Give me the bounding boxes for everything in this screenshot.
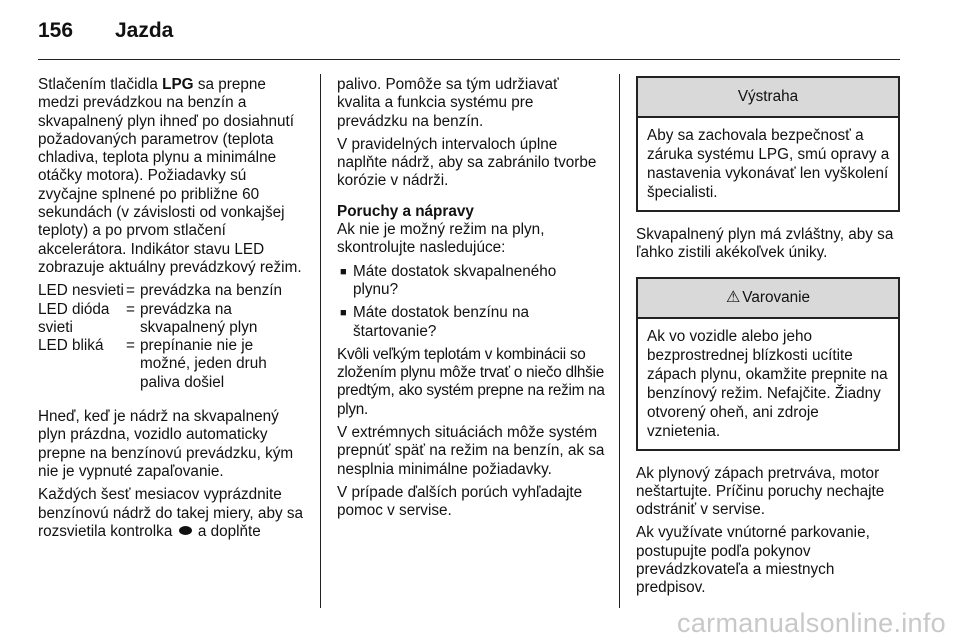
- led-state: LED nesvieti: [38, 282, 124, 300]
- led-state: LED bliká: [38, 337, 104, 355]
- lpg-button-label: LPG: [162, 76, 194, 93]
- watermark: carmanualsonline.info: [677, 608, 946, 638]
- persistent-smell-paragraph: Ak plynový zápach pretrváva, motor neštartujte. Príčinu poruchy nechajte odstrániť v servise.: [636, 464, 885, 519]
- page-number: 156: [38, 19, 74, 42]
- led-state: LED dióda svieti: [38, 300, 110, 336]
- fuel-indicator-dot-icon: [179, 526, 192, 535]
- bullet-square-icon: ■: [340, 265, 347, 278]
- bullet-square-icon: ■: [340, 307, 347, 320]
- led-row: LED dióda svieti = prevádzka na skvapalnený plyn: [38, 301, 306, 338]
- fuel-quality-paragraph: palivo. Pomôže sa tým udržiavať kvalita a funkcia systému pre prevádzku na benzín.: [337, 76, 559, 130]
- column-1: [38, 76, 306, 546]
- extreme-situations-paragraph: V extrémnych situáciách môže systém prepnúť späť na režim na benzín, ak sa nesplnia minimálne požiadavky.: [337, 424, 605, 478]
- column-divider-2: [619, 74, 620, 608]
- led-meaning: prepínanie nie je možné, jeden druh paliva došiel: [140, 337, 267, 391]
- list-item: ■ Máte dostatok benzínu na štartovanie?: [337, 304, 605, 341]
- led-status-table: [38, 282, 306, 392]
- warning-box: [636, 277, 900, 451]
- troubleshoot-intro: Ak nie je možný režim na plyn, skontrolujte nasledujúce:: [337, 221, 545, 257]
- chapter-title: Jazda: [115, 19, 174, 42]
- column-divider-1: [320, 74, 321, 608]
- warning-title: Varovanie: [742, 288, 811, 306]
- temperature-paragraph: Kvôli veľkým teplotám v kombinácii so zložením plynu môže trvať o niečo dlhšie predtým, ako systém prepne na režim na plyn.: [337, 345, 605, 418]
- tank-maintenance-paragraph: Každých šesť mesiacov vyprázdnite benzínovú nádrž do takej miery, aby sa rozsvietila kontrolka a doplňte: [38, 486, 304, 540]
- led-row: LED nesvieti = prevádzka na benzín: [38, 282, 306, 300]
- indoor-parking-paragraph: Ak využívate vnútorné parkovanie, postupujte podľa pokynov prevádzkovateľa a miestnych predpisov.: [636, 524, 870, 597]
- notice-title: Výstraha: [638, 78, 898, 118]
- led-meaning: prevádzka na benzín: [140, 282, 283, 300]
- gas-smell-paragraph: Skvapalnený plyn má zvláštny, aby sa ľahko zistili akékoľvek úniky.: [636, 226, 894, 262]
- notice-body: Aby sa zachovala bezpečnosť a záruka systému LPG, smú opravy a nastavenia vykonávať len vyškolení špecialisti.: [647, 127, 890, 201]
- led-meaning: prevádzka na skvapalnený plyn: [140, 300, 258, 336]
- header-rule: [38, 59, 900, 60]
- notice-box: [636, 76, 900, 212]
- list-item: ■ Máte dostatok skvapalneného plynu?: [337, 263, 605, 300]
- column-3: [636, 76, 900, 603]
- column-2: [337, 76, 605, 526]
- corrosion-paragraph: V pravidelných intervaloch úplne naplňte nádrž, aby sa zabránilo tvorbe korózie v nádrži.: [337, 135, 597, 190]
- section-heading: Poruchy a nápravy: [337, 202, 474, 220]
- empty-tank-paragraph: Hneď, keď je nádrž na skvapalnený plyn prázdna, vozidlo automaticky prepne na benzínovú prevádzku, kým nie je vypnuté zapaľovanie.: [38, 408, 294, 480]
- intro-paragraph: Stlačením tlačidla LPG sa prepne medzi prevádzkou na benzín a skvapalnený plyn ihneď po dosiahnutí požadovaných parametrov (teplota chladiva, teplota plynu a minimálne otáčky motora). Požiadavky sú zvyčajne splnené po približne 60 sekundách (v závislosti od vonkajšej teploty) a po prvom stlačení akcelerátora. Indikátor stavu LED zobrazuje aktuálny prevádzkový režim.: [38, 76, 302, 276]
- service-paragraph: V prípade ďalších porúch vyhľadajte pomoc v servise.: [337, 483, 583, 520]
- warning-triangle-icon: ⚠: [725, 288, 741, 306]
- warning-header: [638, 279, 898, 319]
- warning-body: Ak vo vozidle alebo jeho bezprostrednej blízkosti ucítite zápach plynu, okamžite prepnite na benzínový režim. Nefajčite. Žiadny otvorený oheň, ani zdroje vznietenia.: [647, 327, 888, 440]
- led-row: LED bliká = prepínanie nie je možné, jeden druh paliva došiel: [38, 337, 306, 392]
